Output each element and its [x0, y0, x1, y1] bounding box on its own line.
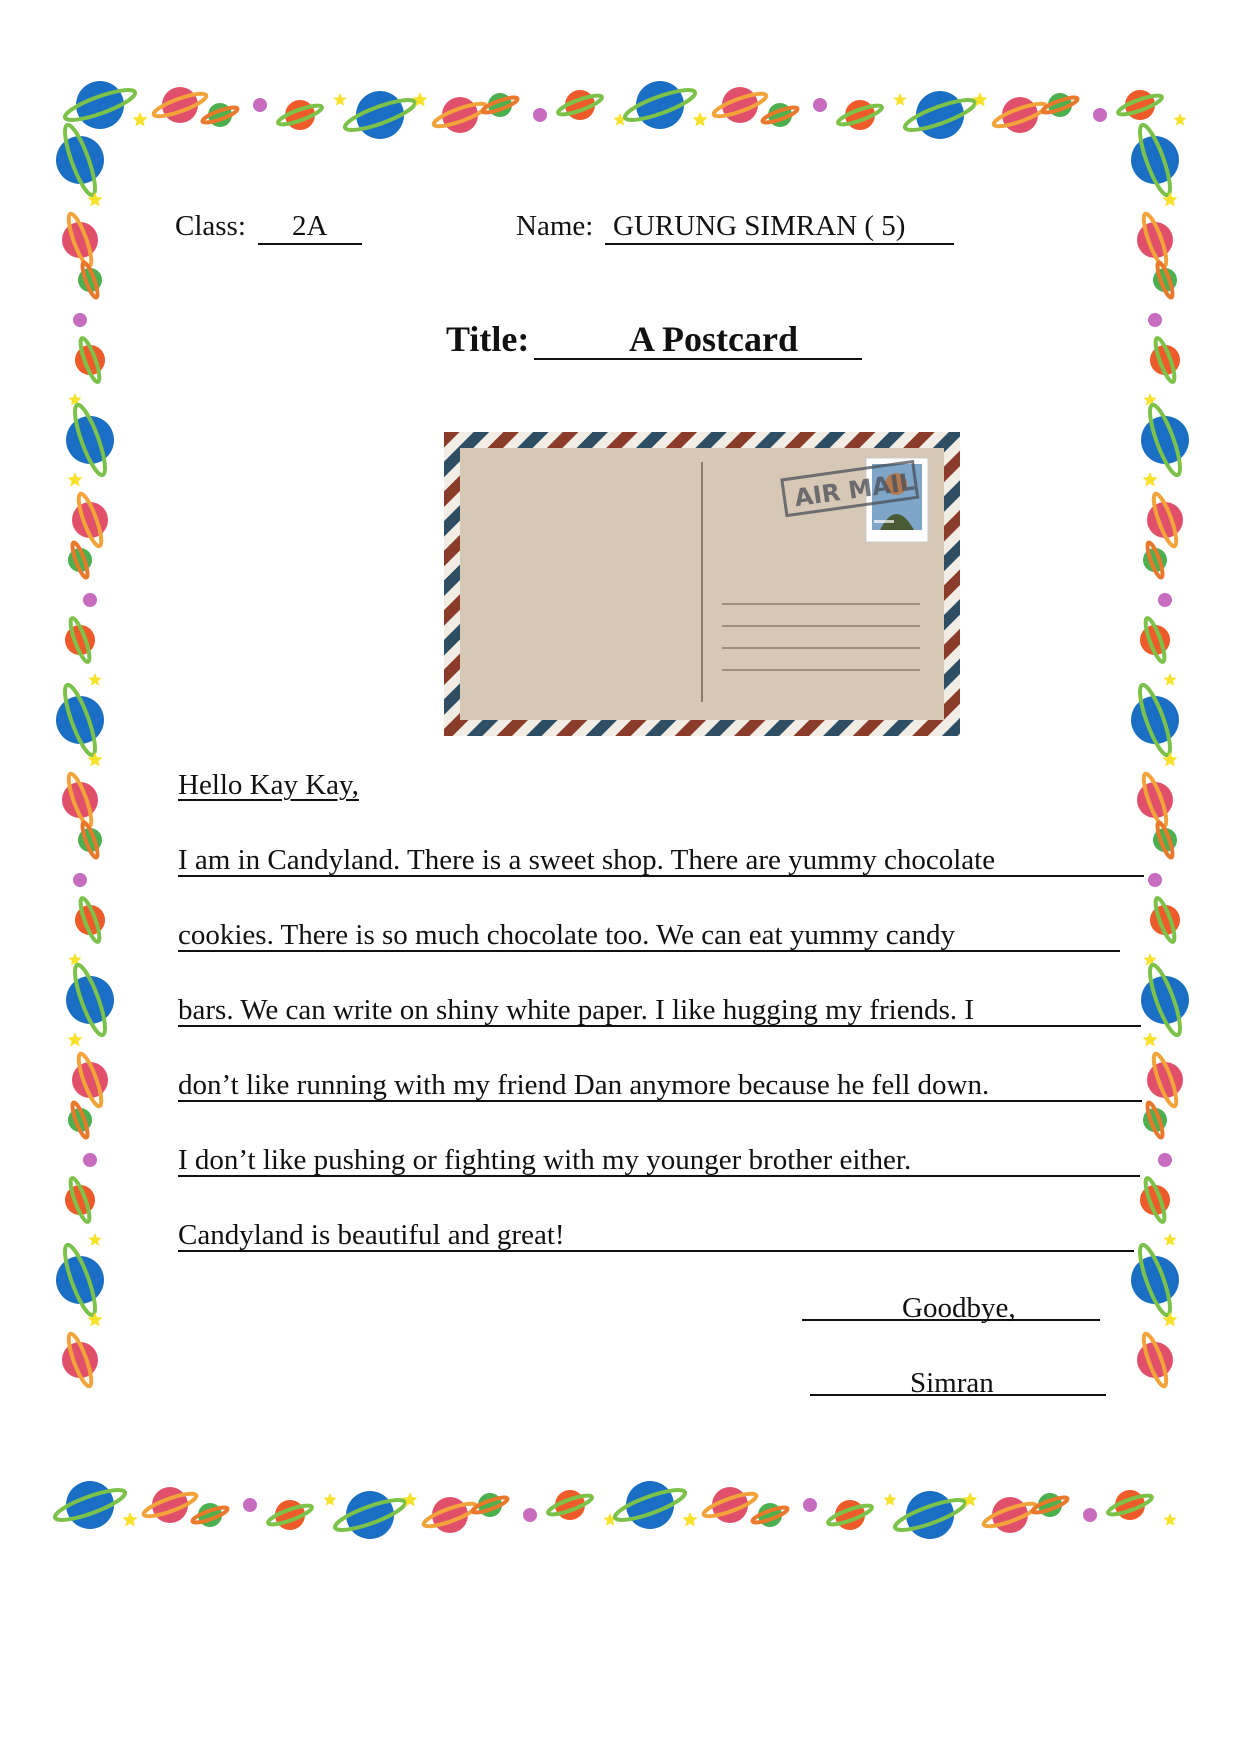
star-icon [972, 92, 987, 107]
planet-icon [826, 1500, 873, 1530]
star-icon [962, 1492, 977, 1507]
planet-icon [83, 1153, 97, 1167]
planet-icon [481, 93, 519, 117]
name-field-line [605, 243, 954, 245]
title-label: Title: [446, 319, 530, 359]
planet-icon [72, 1052, 108, 1109]
planet-icon [152, 87, 209, 123]
title-value: A Postcard [629, 319, 798, 359]
planet-icon [1131, 1242, 1179, 1318]
planet-icon [65, 616, 95, 663]
planet-icon [702, 1487, 759, 1523]
planet-icon [68, 541, 92, 579]
planet-icon [902, 91, 978, 139]
planet-icon [533, 108, 547, 122]
star-icon [1162, 192, 1177, 207]
planet-icon [62, 772, 98, 829]
planet-icon [622, 81, 698, 129]
star-icon [68, 953, 81, 966]
planet-icon [982, 1497, 1039, 1533]
star-icon [1163, 673, 1176, 686]
star-icon [87, 192, 102, 207]
letter-line: bars. We can write on shiny white paper. I like hugging my friends. I [178, 994, 975, 1026]
planet-icon [1140, 1176, 1170, 1223]
star-icon [67, 1032, 82, 1047]
letter-signature: Simran [910, 1367, 994, 1399]
star-icon [1162, 752, 1177, 767]
planet-icon [243, 1498, 257, 1512]
star-icon [412, 92, 427, 107]
airmail-text: AIR MAIL [792, 467, 917, 513]
planet-icon [1031, 1493, 1069, 1517]
planet-icon [751, 1503, 789, 1527]
letter-line: don’t like running with my friend Dan anymore because he fell down. [178, 1069, 990, 1101]
star-icon [88, 673, 101, 686]
planet-icon [142, 1487, 199, 1523]
star-icon [323, 1493, 336, 1506]
star-icon [1143, 953, 1156, 966]
star-icon [603, 1513, 616, 1526]
planet-icon [1153, 261, 1177, 299]
planet-icon [1041, 93, 1079, 117]
star-icon [692, 112, 707, 127]
star-icon [682, 1512, 697, 1527]
planet-icon [1141, 402, 1189, 478]
planet-icon [1106, 1490, 1153, 1520]
planet-icon [803, 1498, 817, 1512]
planet-icon [1083, 1508, 1097, 1522]
star-icon [1163, 1233, 1176, 1246]
letter-closing: Goodbye, [902, 1292, 1016, 1324]
planet-icon [191, 1503, 229, 1527]
letter-line: I don’t like pushing or fighting with my younger brother either. [178, 1144, 912, 1176]
star-icon [122, 1512, 137, 1527]
planet-icon [1141, 962, 1189, 1038]
planet-icon [1143, 541, 1167, 579]
letter-line: I am in Candyland. There is a sweet shop. There are yummy chocolate [178, 844, 996, 876]
star-icon [87, 1312, 102, 1327]
planet-icon [892, 1491, 968, 1539]
planet-icon [546, 1490, 593, 1520]
star-icon [883, 1493, 896, 1506]
planet-icon [992, 97, 1049, 133]
star-icon [333, 93, 346, 106]
planet-icon [813, 98, 827, 112]
planet-icon [523, 1508, 537, 1522]
planet-icon [276, 100, 323, 130]
planet-icon [72, 492, 108, 549]
star-icon [1142, 472, 1157, 487]
star-icon [88, 1233, 101, 1246]
letter-greeting: Hello Kay Kay, [178, 769, 359, 801]
planet-icon [1158, 593, 1172, 607]
planet-icon [1148, 873, 1162, 887]
planet-icon [342, 91, 418, 139]
planet-icon [432, 97, 489, 133]
class-value: 2A [292, 210, 328, 242]
planet-icon [836, 100, 883, 130]
star-icon [87, 752, 102, 767]
planet-icon [56, 122, 104, 198]
planet-icon [1116, 90, 1163, 120]
postcard-illustration [444, 432, 960, 736]
planet-icon [1131, 682, 1179, 758]
planet-icon [612, 1481, 688, 1529]
letter-line: Candyland is beautiful and great! [178, 1219, 565, 1251]
planet-icon [83, 593, 97, 607]
planet-icon [1148, 313, 1162, 327]
planet-icon [65, 1176, 95, 1223]
star-icon [132, 112, 147, 127]
planet-icon [68, 1101, 92, 1139]
planet-icon [1150, 336, 1180, 383]
planet-icon [1131, 122, 1179, 198]
planet-icon [66, 402, 114, 478]
planet-icon [761, 103, 799, 127]
letter-line: cookies. There is so much chocolate too. We can eat yummy candy [178, 919, 955, 951]
planet-icon [66, 962, 114, 1038]
planet-icon [73, 313, 87, 327]
planet-icon [1153, 821, 1177, 859]
star-icon [1163, 1513, 1176, 1526]
planet-icon [332, 1491, 408, 1539]
star-icon [67, 472, 82, 487]
planet-icon [1093, 108, 1107, 122]
planet-icon [201, 103, 239, 127]
planet-icon [73, 873, 87, 887]
name-value: GURUNG SIMRAN ( 5) [613, 210, 906, 242]
planet-icon [62, 81, 138, 129]
planet-icon [1158, 1153, 1172, 1167]
class-label: Class: [175, 210, 246, 242]
planet-icon [1147, 1052, 1183, 1109]
star-icon [1162, 1312, 1177, 1327]
planet-icon [1137, 212, 1173, 269]
class-field-line [258, 243, 362, 245]
planet-icon [62, 1332, 98, 1389]
star-icon [68, 393, 81, 406]
star-icon [1142, 1032, 1157, 1047]
star-icon [402, 1492, 417, 1507]
star-icon [893, 93, 906, 106]
planet-icon [56, 1242, 104, 1318]
planet-icon [75, 896, 105, 943]
planet-icon [1137, 772, 1173, 829]
star-icon [1143, 393, 1156, 406]
star-icon [1173, 113, 1186, 126]
star-icon [613, 113, 626, 126]
planet-icon [78, 261, 102, 299]
planet-icon [422, 1497, 479, 1533]
planet-icon [253, 98, 267, 112]
planet-icon [52, 1481, 128, 1529]
planet-icon [1147, 492, 1183, 549]
planet-icon [1137, 1332, 1173, 1389]
planet-icon [1140, 616, 1170, 663]
planet-icon [78, 821, 102, 859]
planet-icon [1143, 1101, 1167, 1139]
name-label: Name: [516, 210, 594, 242]
planet-icon [266, 1500, 313, 1530]
planet-icon [471, 1493, 509, 1517]
planet-icon [556, 90, 603, 120]
planet-icon [75, 336, 105, 383]
planet-icon [62, 212, 98, 269]
planet-icon [712, 87, 769, 123]
planet-icon [1150, 896, 1180, 943]
planet-icon [56, 682, 104, 758]
